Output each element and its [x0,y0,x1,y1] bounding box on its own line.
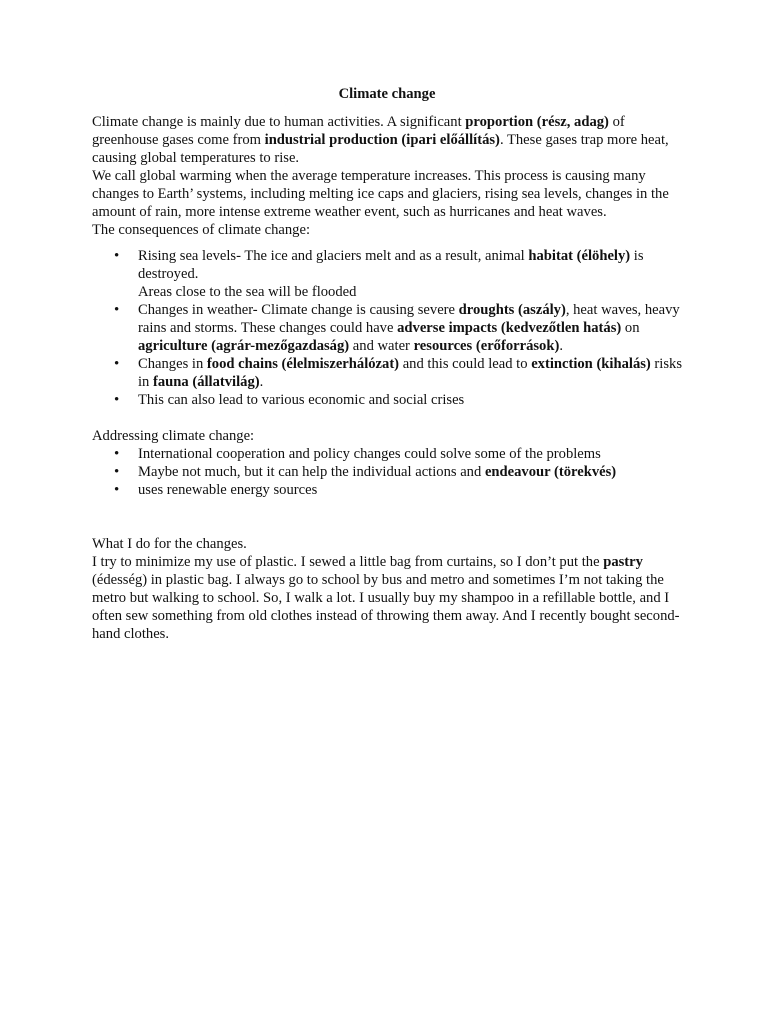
consequences-heading: The consequences of climate change: [92,222,310,238]
item-text: on [621,320,640,336]
item-text: Rising sea levels- The ice and glaciers melt and as a result, animal [138,248,529,264]
consequences-list [92,247,682,409]
list-item [92,355,682,391]
item-bold-term: fauna (állatvilág) [153,374,260,390]
list-item: • This can also lead to various economic and social crises [92,391,682,409]
item-text: . [259,374,264,390]
item-bold-term: adverse impacts (kedvezőtlen hatás) [397,320,622,336]
document-page [92,85,682,643]
item-text: and this could lead to [399,356,532,372]
what-i-do-bold-pastry: pastry [603,554,643,570]
list-item: • uses renewable energy sources [92,481,682,499]
item-text: . [559,338,563,354]
item-text: Maybe not much, but it can help the individual actions and [138,464,485,480]
intro-paragraph [92,113,682,167]
intro-bold-proportion: proportion (rész, adag) [465,114,609,130]
item-text: risks in [138,356,682,390]
item-text: is destroyed. [138,248,644,282]
intro-text-3: . These gases trap more heat, causing global temperatures to rise. [92,132,669,166]
item-bold-term: agriculture (agrár-mezőgazdaság) [138,338,350,354]
list-item [92,301,682,355]
what-i-do-paragraph [92,553,682,643]
list-item [92,463,682,481]
item-bold-term: resources (erőforrások) [413,338,560,354]
item-bold-term: extinction (kihalás) [531,356,651,372]
what-i-do-heading: What I do for the changes. [92,536,247,552]
addressing-heading: Addressing climate change: [92,428,255,444]
item-text: Changes in [138,356,207,372]
item-bold-term: droughts (aszály) [458,302,566,318]
intro-text-2: of greenhouse gases come from [92,114,625,148]
list-item [92,247,682,301]
item-text: and water [349,338,414,354]
intro-text-1: Climate change is mainly due to human activities. A significant [92,114,466,130]
item-text: , heat waves, heavy rains and storms. These changes could have [138,302,680,336]
item-text-line2: Areas close to the sea will be flooded [138,284,357,300]
item-bold-term: endeavour (törekvés) [484,464,617,480]
item-bold-term: habitat (élöhely) [528,248,631,264]
document-title: Climate change [338,86,436,102]
global-warming-paragraph: We call global warming when the average temperature increases. This process is causing many changes to Earth’ systems, including melting ice caps and glaciers, rising sea levels, changes in the amount of rain, more intense extreme weather event, such as hurricanes and heat waves. [92,168,669,220]
item-text: Changes in weather- Climate change is causing severe [138,302,459,318]
spacer [92,499,682,535]
list-item: • International cooperation and policy changes could solve some of the problems [92,445,682,463]
what-i-do-text-2: (édesség) in plastic bag. I always go to school by bus and metro and sometimes I’m not taking the metro but walking to school. So, I walk a lot. I usually buy my shampoo in a refillable bottle, and I often sew something from old clothes instead of throwing them away. And I recently bought second-hand clothes. [92,572,680,642]
intro-bold-industrial-production: industrial production (ipari előállítás) [264,132,500,148]
item-bold-term: food chains (élelmiszerhálózat) [206,356,400,372]
what-i-do-text-1: I try to minimize my use of plastic. I sewed a little bag from curtains, so I don’t put the [92,554,604,570]
spacer [92,409,682,427]
addressing-list [92,445,682,499]
